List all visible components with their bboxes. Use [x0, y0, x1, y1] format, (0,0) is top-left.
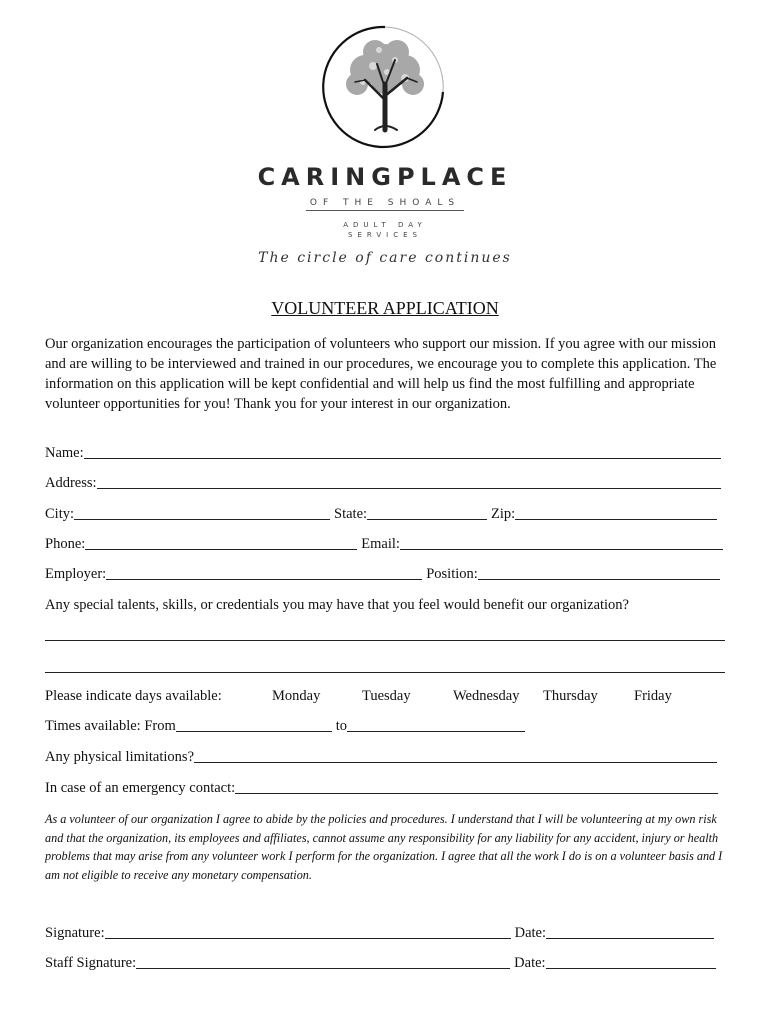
intro-paragraph: Our organization encourages the participation of volunteers who support our mission. If you agree with our mission and are willing to be interviewed and trained in our procedures, we encourage you to complete this application. The information on this application will be kept confidential and will help us find the most fulfilling and appropriate volunteer opportunities for you! Thank you for your interest in our organization.: [45, 336, 717, 412]
name-row: [45, 442, 721, 462]
times-from-label: Times available: From: [45, 718, 176, 734]
staff-date-label: Date:: [514, 955, 546, 971]
limitations-row: [45, 746, 717, 766]
day-tuesday[interactable]: Tuesday: [362, 688, 411, 704]
address-label: Address:: [45, 475, 97, 491]
talents-line-2[interactable]: [45, 672, 725, 673]
state-field[interactable]: [367, 505, 487, 520]
times-to-label: to: [335, 718, 348, 734]
date-label: Date:: [514, 925, 547, 941]
city-label: City:: [45, 506, 75, 522]
service-type: [0, 220, 770, 240]
staff-signature-field[interactable]: [136, 954, 510, 969]
day-wednesday[interactable]: Wednesday: [453, 688, 520, 704]
logo: [0, 22, 770, 152]
address-row: [45, 472, 721, 492]
brand-divider: [306, 210, 464, 211]
tree-in-circle-icon: [315, 22, 455, 152]
brand-name: CARINGPLACE: [257, 163, 513, 191]
signature-field[interactable]: [105, 924, 511, 939]
form-title: VOLUNTEER APPLICATION: [271, 298, 499, 318]
limitations-field[interactable]: [194, 748, 717, 763]
times-from-field[interactable]: [176, 717, 332, 732]
address-field[interactable]: [97, 474, 721, 489]
day-thursday[interactable]: Thursday: [543, 688, 598, 704]
email-field[interactable]: [400, 535, 723, 550]
day-friday[interactable]: Friday: [634, 688, 672, 704]
employer-position-row: [45, 563, 720, 583]
name-label: Name:: [45, 445, 84, 461]
zip-field[interactable]: [515, 505, 717, 520]
state-label: State:: [334, 506, 368, 522]
signature-label: Signature:: [45, 925, 105, 941]
date-field[interactable]: [546, 924, 714, 939]
employer-field[interactable]: [106, 565, 422, 580]
phone-label: Phone:: [45, 536, 86, 552]
zip-label: Zip:: [491, 506, 516, 522]
talents-label: Any special talents, skills, or credentials you may have that you feel would benefit our organization?: [45, 597, 629, 613]
tagline: The circle of care continues: [258, 250, 512, 266]
times-to-field[interactable]: [347, 717, 525, 732]
talents-row: [45, 594, 725, 614]
city-field[interactable]: [74, 505, 330, 520]
name-field[interactable]: [84, 444, 721, 459]
emergency-row: [45, 777, 718, 797]
day-monday[interactable]: Monday: [272, 688, 321, 704]
emergency-field[interactable]: [235, 779, 718, 794]
phone-email-row: [45, 533, 723, 553]
emergency-label: In case of an emergency contact:: [45, 780, 236, 796]
city-state-zip-row: [45, 503, 717, 523]
staff-signature-label: Staff Signature:: [45, 955, 137, 971]
staff-date-field[interactable]: [546, 954, 716, 969]
days-label: Please indicate days available:: [45, 688, 222, 704]
talents-line-1[interactable]: [45, 640, 725, 641]
signature-row: [45, 922, 714, 942]
service-line-2: SERVICES: [348, 231, 422, 239]
employer-label: Employer:: [45, 566, 107, 582]
service-line-1: ADULT DAY: [343, 221, 427, 229]
brand-subtitle: OF THE SHOALS: [309, 198, 461, 208]
times-row: [45, 715, 525, 735]
staff-signature-row: [45, 952, 716, 972]
email-label: Email:: [361, 536, 400, 552]
waiver-text: As a volunteer of our organization I agree to abide by the policies and procedures. I understand that I will be volunteering at my own risk and that the organization, its employees and affiliates, cannot assume any responsibility for any liability for any accident, injury or health problems that may arise from any volunteer work I perform for the organization. I agree that all the work I do is on a volunteer basis and I am not eligible to receive any monetary compensation.: [45, 812, 723, 882]
phone-field[interactable]: [85, 535, 357, 550]
limitations-label: Any physical limitations?: [45, 749, 195, 765]
position-label: Position:: [426, 566, 478, 582]
position-field[interactable]: [478, 565, 720, 580]
